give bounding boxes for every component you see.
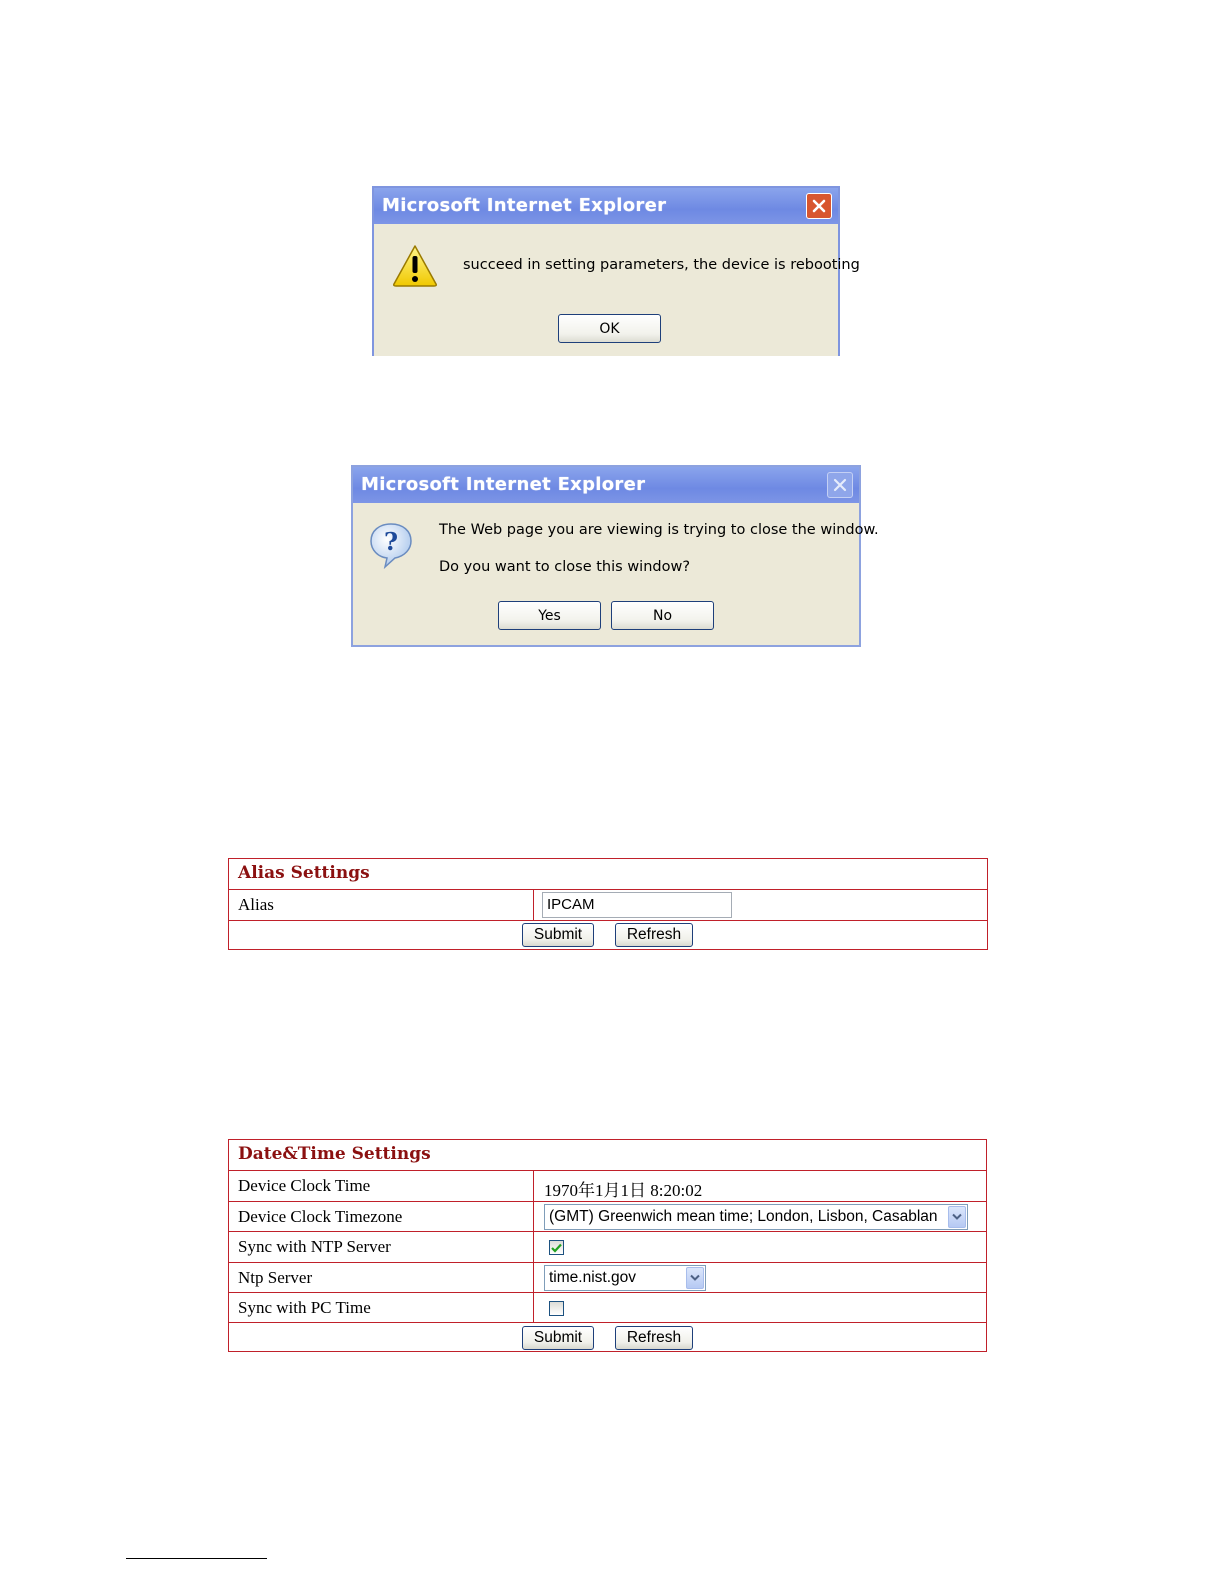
- svg-text:?: ?: [383, 527, 399, 556]
- timezone-selected-value: (GMT) Greenwich mean time; London, Lisbon, Casablan: [549, 1208, 938, 1225]
- clock-time-value: 1970年1月1日 8:20:02: [544, 1181, 703, 1200]
- reboot-dialog: [372, 186, 860, 356]
- column-divider: [533, 1232, 534, 1262]
- close-icon[interactable]: [827, 472, 853, 498]
- timezone-row: [229, 1201, 986, 1231]
- ntp-server-label: Ntp Server: [238, 1268, 313, 1287]
- refresh-button[interactable]: Refresh: [615, 923, 693, 947]
- column-divider: [533, 1171, 534, 1201]
- alias-input[interactable]: IPCAM: [542, 892, 732, 918]
- warning-icon: [392, 244, 438, 292]
- column-divider: [533, 1202, 534, 1231]
- checkmark-icon: [551, 1243, 562, 1253]
- close-window-dialog-title: Microsoft Internet Explorer: [361, 474, 646, 495]
- column-divider: [533, 1263, 534, 1292]
- close-window-dialog-titlebar: [353, 467, 859, 503]
- alias-settings-table: [228, 858, 988, 950]
- section-title: Date&Time Settings: [238, 1144, 431, 1164]
- column-divider: [533, 1293, 534, 1323]
- reboot-message: succeed in setting parameters, the device is rebooting: [463, 257, 860, 273]
- pc-sync-row: [229, 1292, 986, 1323]
- alias-buttons-row: [229, 920, 987, 950]
- alias-header-row: [229, 859, 987, 890]
- ntp-server-selected-value: time.nist.gov: [549, 1269, 637, 1286]
- timezone-label: Device Clock Timezone: [238, 1207, 403, 1226]
- no-button[interactable]: No: [611, 601, 714, 630]
- yes-button[interactable]: Yes: [498, 601, 601, 630]
- close-message-line2: Do you want to close this window?: [439, 559, 691, 575]
- chevron-down-icon[interactable]: [686, 1267, 704, 1289]
- pc-sync-checkbox[interactable]: [549, 1301, 564, 1316]
- ntp-sync-checkbox[interactable]: [549, 1240, 564, 1255]
- ok-button[interactable]: OK: [558, 314, 661, 343]
- timezone-select[interactable]: [544, 1204, 968, 1230]
- submit-button[interactable]: Submit: [522, 923, 594, 947]
- reboot-dialog-title: Microsoft Internet Explorer: [382, 195, 667, 216]
- ntp-server-select[interactable]: [544, 1265, 706, 1291]
- refresh-button[interactable]: Refresh: [615, 1326, 693, 1350]
- footnote-separator: [126, 1558, 267, 1559]
- datetime-buttons-row: [229, 1322, 986, 1352]
- column-divider: [533, 890, 534, 920]
- close-window-dialog: [351, 465, 879, 647]
- datetime-header-row: [229, 1140, 986, 1171]
- section-title: Alias Settings: [238, 863, 370, 883]
- close-message-line1: The Web page you are viewing is trying to close the window.: [439, 522, 879, 538]
- ntp-sync-row: [229, 1231, 986, 1262]
- alias-row: [229, 889, 987, 920]
- alias-label: Alias: [238, 895, 274, 914]
- ntp-sync-label: Sync with NTP Server: [238, 1237, 391, 1256]
- submit-button[interactable]: Submit: [522, 1326, 594, 1350]
- clock-time-label: Device Clock Time: [238, 1176, 371, 1195]
- reboot-dialog-titlebar: [374, 188, 838, 224]
- question-icon: [367, 521, 415, 573]
- chevron-down-icon[interactable]: [948, 1206, 966, 1228]
- ntp-server-row: [229, 1262, 986, 1292]
- clock-time-row: [229, 1170, 986, 1201]
- datetime-settings-table: [228, 1139, 987, 1352]
- close-icon[interactable]: [806, 193, 832, 219]
- pc-sync-label: Sync with PC Time: [238, 1298, 371, 1317]
